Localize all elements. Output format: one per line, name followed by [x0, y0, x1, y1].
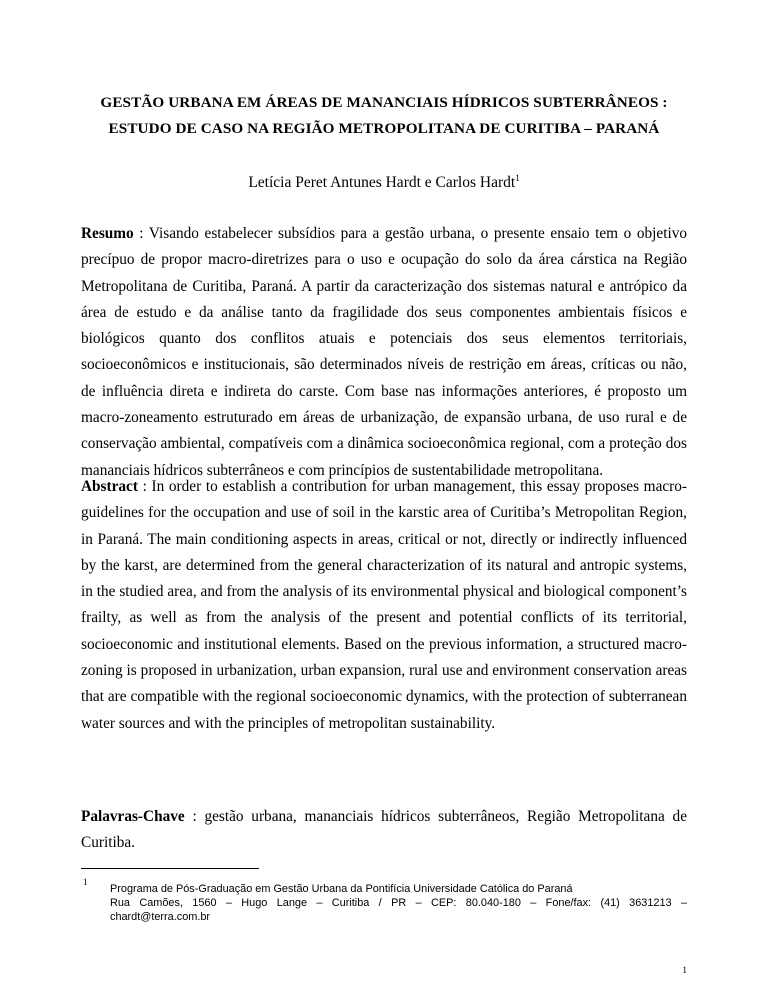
abstract-label: Abstract [81, 478, 138, 495]
keywords-label: Palavras-Chave [81, 808, 185, 825]
resumo-paragraph [81, 221, 687, 484]
title-line-1: GESTÃO URBANA EM ÁREAS DE MANANCIAIS HÍDRICOS SUBTERRÂNEOS : [100, 94, 668, 111]
author-footnote-ref: 1 [515, 173, 520, 183]
footnote-email: chardt@terra.com.br [110, 911, 211, 923]
resumo-label: Resumo [81, 225, 134, 242]
footnote-line-1: Programa de Pós-Graduação em Gestão Urbana da Pontifícia Universidade Católica do Paraná [110, 883, 573, 895]
footnote-mark: 1 [83, 877, 88, 887]
footnote-text [110, 882, 687, 924]
footnote-line-2: Rua Camões, 1560 – Hugo Lange – Curitiba / PR – CEP: 80.040-180 – Fone/fax: (41) 3631213 – [110, 897, 687, 909]
page-number: 1 [682, 966, 687, 976]
author-line [60, 173, 708, 193]
footnote-separator [81, 868, 259, 869]
author-names: Letícia Peret Antunes Hardt e Carlos Hardt [248, 174, 516, 191]
abstract-paragraph [81, 474, 687, 737]
abstract-text: : In order to establish a contribution for urban management, this essay proposes macro-guidelines for the occupation and use of soil in the karstic area of Curitiba’s Metropolitan Region, in Paraná. The main conditioning aspects in areas, critical or not, directly or indirectly influenced by the karst, are determined from the general characterization of its natural and antropic systems, in the studied area, and from the analysis of its environmental physical and biological component’s frailty, as well as from the analysis of the present and potential conflicts of its territorial, socioeconomic and institutional elements. Based on the previous information, a structured macro-zoning is proposed in urbanization, urban expansion, rural use and environment conservation areas that are compatible with the regional socioeconomic dynamics, with the protection of subterranean water sources and with the principles of metropolitan sustainability. [81, 478, 687, 732]
title-line-2: ESTUDO DE CASO NA REGIÃO METROPOLITANA DE CURITIBA – PARANÁ [108, 120, 660, 137]
resumo-text: : Visando estabelecer subsídios para a gestão urbana, o presente ensaio tem o objetivo precípuo de propor macro-diretrizes para o uso e ocupação do solo da área cárstica na Região Metropolitana de Curitiba, Paraná. A partir da caracterização dos sistemas natural e antrópico da área de estudo e da análise tanto da fragilidade dos seus componentes ambientais físicos e biológicos quanto dos conflitos atuais e potenciais dos seus elementos territoriais, socioeconômicos e institucionais, são determinados níveis de restrição em áreas, críticas ou não, de influência direta e indireta do carste. Com base nas informações anteriores, é proposto um macro-zoneamento estruturado em áreas de urbanização, de expansão urbana, de uso rural e de conservação ambiental, compatíveis com a dinâmica socioeconômica regional, com a proteção dos mananciais hídricos subterrâneos e com princípios de sustentabilidade metropolitana. [81, 225, 687, 479]
keywords-text: : gestão urbana, mananciais hídricos subterrâneos, Região Metropolitana de Curitiba. [81, 808, 687, 852]
paper-title [60, 90, 708, 142]
keywords-paragraph [81, 804, 687, 857]
